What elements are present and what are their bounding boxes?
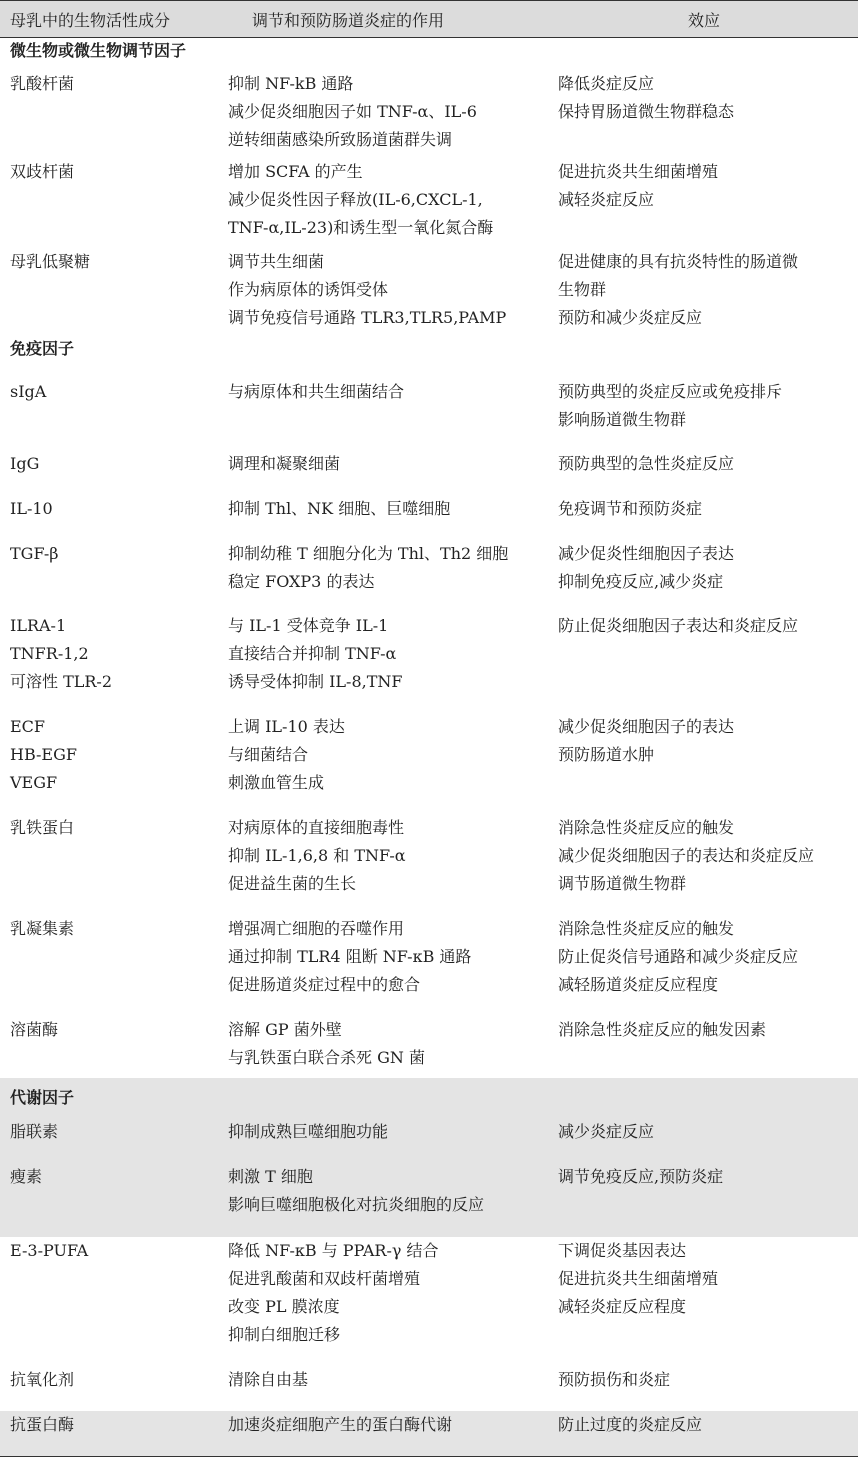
action-text: 改变 PL 膜浓度 bbox=[228, 1297, 340, 1316]
effect-text: 促进抗炎共生细菌增殖 bbox=[558, 1269, 719, 1288]
table-row bbox=[0, 814, 858, 915]
action-text: 刺激血管生成 bbox=[228, 773, 325, 792]
component-name: 可溶性 TLR-2 bbox=[10, 672, 113, 691]
action-text: 抑制 IL-1,6,8 和 TNF-α bbox=[228, 846, 406, 865]
action-text: 上调 IL-10 表达 bbox=[228, 717, 345, 736]
action-text: 增加 SCFA 的产生 bbox=[228, 162, 363, 181]
component-name: 抗蛋白酶 bbox=[10, 1415, 75, 1434]
action-text: 抑制 Thl、NK 细胞、巨噬细胞 bbox=[228, 499, 451, 518]
effect-text: 防止促炎信号通路和减少炎症反应 bbox=[558, 947, 799, 966]
action-text: 增强凋亡细胞的吞噬作用 bbox=[228, 919, 405, 938]
action-text: 作为病原体的诱饵受体 bbox=[228, 280, 389, 299]
action-text: 调节共生细菌 bbox=[228, 252, 325, 271]
effect-text: 保持胃肠道微生物群稳态 bbox=[558, 102, 735, 121]
action-text: 减少促炎细胞因子如 TNF-α、IL-6 bbox=[228, 102, 477, 121]
effect-text: 抑制免疫反应,减少炎症 bbox=[558, 572, 724, 591]
action-text: TNF-α,IL-23)和诱生型一氧化氮合酶 bbox=[228, 218, 494, 237]
table-row bbox=[0, 158, 858, 248]
table-row bbox=[0, 248, 858, 334]
action-text: 与 IL-1 受体竞争 IL-1 bbox=[228, 616, 389, 635]
effect-text: 减轻炎症反应 bbox=[558, 190, 655, 209]
action-text: 诱导受体抑制 IL-8,TNF bbox=[228, 672, 403, 691]
component-name: TNFR-1,2 bbox=[10, 644, 89, 663]
section-title: 免疫因子 bbox=[10, 339, 75, 358]
action-text: 影响巨噬细胞极化对抗炎细胞的反应 bbox=[228, 1195, 485, 1214]
effect-text: 防止过度的炎症反应 bbox=[558, 1415, 703, 1434]
table-row bbox=[0, 713, 858, 814]
table-row bbox=[0, 540, 858, 612]
effect-text: 促进健康的具有抗炎特性的肠道微 bbox=[558, 252, 799, 271]
component-name: TGF-β bbox=[10, 544, 59, 563]
table-row bbox=[0, 1237, 858, 1366]
action-text: 调理和凝聚细菌 bbox=[228, 454, 341, 473]
action-text: 溶解 GP 菌外壁 bbox=[228, 1020, 342, 1039]
table-row bbox=[0, 915, 858, 1016]
effect-text: 免疫调节和预防炎症 bbox=[558, 499, 703, 518]
effect-text: 减少炎症反应 bbox=[558, 1122, 655, 1141]
table-row bbox=[0, 495, 858, 540]
action-text: 与细菌结合 bbox=[228, 745, 309, 764]
effect-text: 预防典型的急性炎症反应 bbox=[558, 454, 735, 473]
action-text: 减少促炎性因子释放(IL-6,CXCL-1, bbox=[228, 190, 483, 209]
action-text: 抑制白细胞迁移 bbox=[228, 1325, 341, 1344]
action-text: 稳定 FOXP3 的表达 bbox=[228, 572, 375, 591]
effect-text: 下调促炎基因表达 bbox=[558, 1241, 687, 1260]
effect-text: 消除急性炎症反应的触发因素 bbox=[558, 1020, 767, 1039]
component-name: 双歧杆菌 bbox=[10, 162, 75, 181]
component-name: IL-10 bbox=[10, 499, 53, 518]
section-title: 微生物或微生物调节因子 bbox=[10, 41, 187, 60]
component-name: 瘦素 bbox=[10, 1167, 43, 1186]
component-name: 抗氧化剂 bbox=[10, 1370, 75, 1389]
action-text: 加速炎症细胞产生的蛋白酶代谢 bbox=[228, 1415, 453, 1434]
action-text: 刺激 T 细胞 bbox=[228, 1167, 313, 1186]
table-header bbox=[0, 0, 858, 38]
effect-text: 调节肠道微生物群 bbox=[558, 874, 687, 893]
table-row bbox=[0, 378, 858, 450]
component-name: HB-EGF bbox=[10, 745, 77, 764]
action-text: 与病原体和共生细菌结合 bbox=[228, 382, 405, 401]
header-effect: 效应 bbox=[688, 10, 721, 30]
effect-text: 减轻炎症反应程度 bbox=[558, 1297, 687, 1316]
component-name: ECF bbox=[10, 717, 46, 736]
action-text: 通过抑制 TLR4 阻断 NF-κB 通路 bbox=[228, 947, 472, 966]
action-text: 调节免疫信号通路 TLR3,TLR5,PAMP bbox=[228, 308, 507, 327]
action-text: 促进乳酸菌和双歧杆菌增殖 bbox=[228, 1269, 421, 1288]
action-text: 抑制 NF-kB 通路 bbox=[228, 74, 354, 93]
header-action: 调节和预防肠道炎症的作用 bbox=[252, 10, 445, 30]
component-name: 脂联素 bbox=[10, 1122, 59, 1141]
effect-text: 预防和减少炎症反应 bbox=[558, 308, 703, 327]
table-row bbox=[0, 612, 858, 713]
section-title: 代谢因子 bbox=[10, 1088, 75, 1107]
effect-text: 降低炎症反应 bbox=[558, 74, 655, 93]
component-name: ILRA-1 bbox=[10, 616, 67, 635]
action-text: 直接结合并抑制 TNF-α bbox=[228, 644, 397, 663]
component-name: IgG bbox=[10, 454, 40, 473]
effect-text: 减少促炎性细胞因子表达 bbox=[558, 544, 735, 563]
header-component: 母乳中的生物活性成分 bbox=[10, 10, 171, 30]
effect-text: 消除急性炎症反应的触发 bbox=[558, 919, 735, 938]
table-row bbox=[0, 1163, 858, 1237]
table-row bbox=[0, 450, 858, 495]
table-row bbox=[0, 70, 858, 158]
effect-text: 减少促炎细胞因子的表达 bbox=[558, 717, 735, 736]
component-name: 乳酸杆菌 bbox=[10, 74, 75, 93]
component-name: 母乳低聚糖 bbox=[10, 252, 91, 271]
component-name: E-3-PUFA bbox=[10, 1241, 89, 1260]
action-text: 促进益生菌的生长 bbox=[228, 874, 357, 893]
component-name: 溶菌酶 bbox=[10, 1020, 59, 1039]
effect-text: 预防损伤和炎症 bbox=[558, 1370, 671, 1389]
component-name: VEGF bbox=[10, 773, 58, 792]
effect-text: 生物群 bbox=[558, 280, 607, 299]
metabolic-section bbox=[0, 1078, 858, 1237]
action-text: 抑制成熟巨噬细胞功能 bbox=[228, 1122, 389, 1141]
effect-text: 预防肠道水肿 bbox=[558, 745, 655, 764]
action-text: 清除自由基 bbox=[228, 1370, 309, 1389]
component-name: 乳铁蛋白 bbox=[10, 818, 75, 837]
effect-text: 减轻肠道炎症反应程度 bbox=[558, 975, 719, 994]
component-name: sIgA bbox=[10, 382, 47, 401]
action-text: 与乳铁蛋白联合杀死 GN 菌 bbox=[228, 1048, 425, 1067]
action-text: 逆转细菌感染所致肠道菌群失调 bbox=[228, 130, 453, 149]
effect-text: 消除急性炎症反应的触发 bbox=[558, 818, 735, 837]
table-row bbox=[0, 1411, 858, 1457]
action-text: 对病原体的直接细胞毒性 bbox=[228, 818, 405, 837]
component-name: 乳凝集素 bbox=[10, 919, 75, 938]
effect-text: 影响肠道微生物群 bbox=[558, 410, 687, 429]
effect-text: 防止促炎细胞因子表达和炎症反应 bbox=[558, 616, 799, 635]
effect-text: 预防典型的炎症反应或免疫排斥 bbox=[558, 382, 783, 401]
table-row bbox=[0, 1366, 858, 1411]
action-text: 抑制幼稚 T 细胞分化为 Thl、Th2 细胞 bbox=[228, 544, 509, 563]
effect-text: 减少促炎细胞因子的表达和炎症反应 bbox=[558, 846, 815, 865]
effect-text: 调节免疫反应,预防炎症 bbox=[558, 1167, 724, 1186]
action-text: 降低 NF-κB 与 PPAR-γ 结合 bbox=[228, 1241, 439, 1260]
action-text: 促进肠道炎症过程中的愈合 bbox=[228, 975, 421, 994]
table-row bbox=[0, 1016, 858, 1078]
effect-text: 促进抗炎共生细菌增殖 bbox=[558, 162, 719, 181]
table-row bbox=[0, 1118, 858, 1163]
